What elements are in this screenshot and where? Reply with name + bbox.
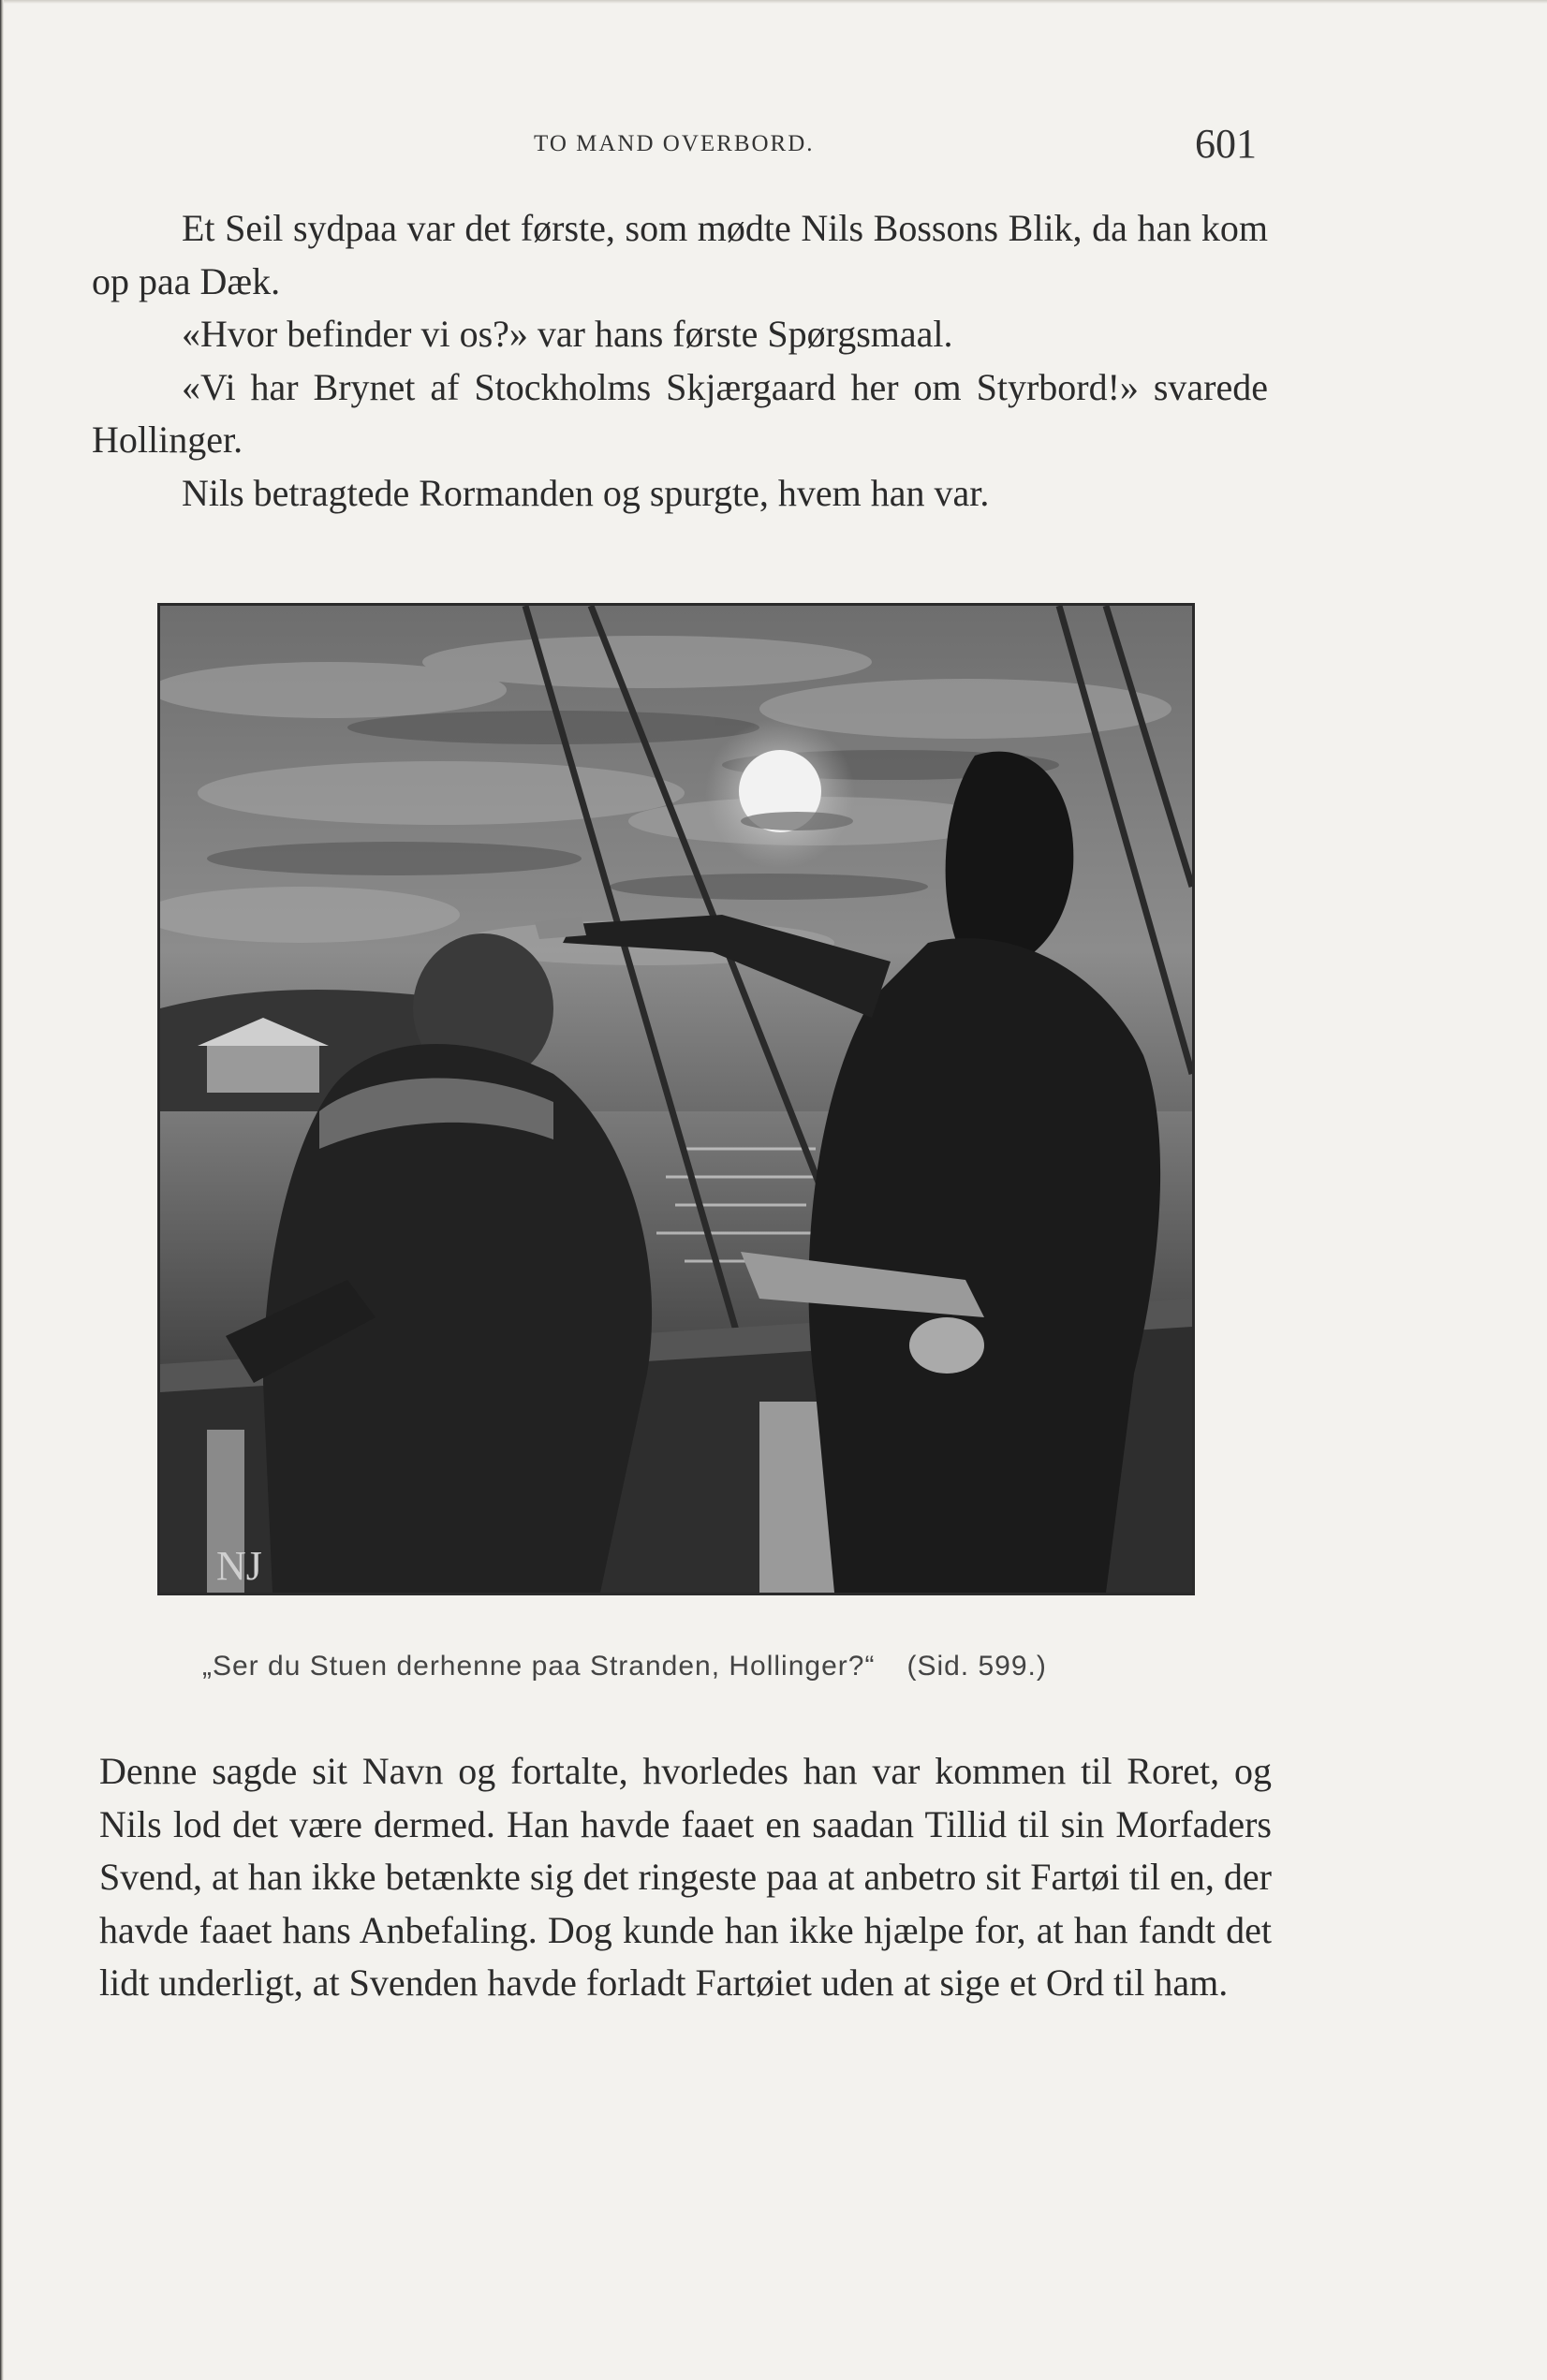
page-number: 601 xyxy=(1195,121,1257,167)
paragraph-1: Et Seil sydpaa var det første, som mødte Nils Bossons Blik, da han kom op paa Dæk. xyxy=(92,207,1268,302)
page-edge-top xyxy=(0,0,1547,4)
paragraph-5: Denne sagde sit Navn og fortalte, hvorledes han var kommen til Roret, og Nils lod det være dermed. Han havde faaet en saadan Tillid til sin Morfaders Svend, at han ikke betænkte sig det ringeste paa at anbetro sit Fartøi til en, der havde faaet hans Anbefaling. Dog kunde han ikke hjælpe for, at han fandt det lidt underligt, at Svenden havde forladt Fartøiet uden at sige et Ord til ham. xyxy=(99,1750,1272,2004)
page-edge-left xyxy=(0,0,4,2380)
artist-monogram: NJ xyxy=(216,1543,262,1589)
cottage-on-shore xyxy=(207,1046,319,1093)
paragraph-4: Nils betragtede Rormanden og spurgte, hvem han var. xyxy=(182,471,990,514)
running-title: TO MAND OVERBORD. xyxy=(534,131,815,156)
paragraph-2: «Hvor befinder vi os?» var hans første Spørgsmaal. xyxy=(182,313,953,355)
paragraph-3: «Vi har Brynet af Stockholms Skjærgaard her om Styrbord!» svarede Hollinger. xyxy=(92,365,1268,461)
caption-page-reference: (Sid. 599.) xyxy=(906,1651,1047,1682)
engraving-illustration xyxy=(157,603,1195,1595)
top-text-block xyxy=(92,202,1268,520)
caption-quote: „Ser du Stuen derhenne paa Stranden, Hollinger?“ xyxy=(202,1651,876,1682)
illustration-caption xyxy=(202,1651,1186,1682)
bottom-text-block xyxy=(99,1745,1272,2010)
night-sea-scene xyxy=(160,606,1192,1593)
